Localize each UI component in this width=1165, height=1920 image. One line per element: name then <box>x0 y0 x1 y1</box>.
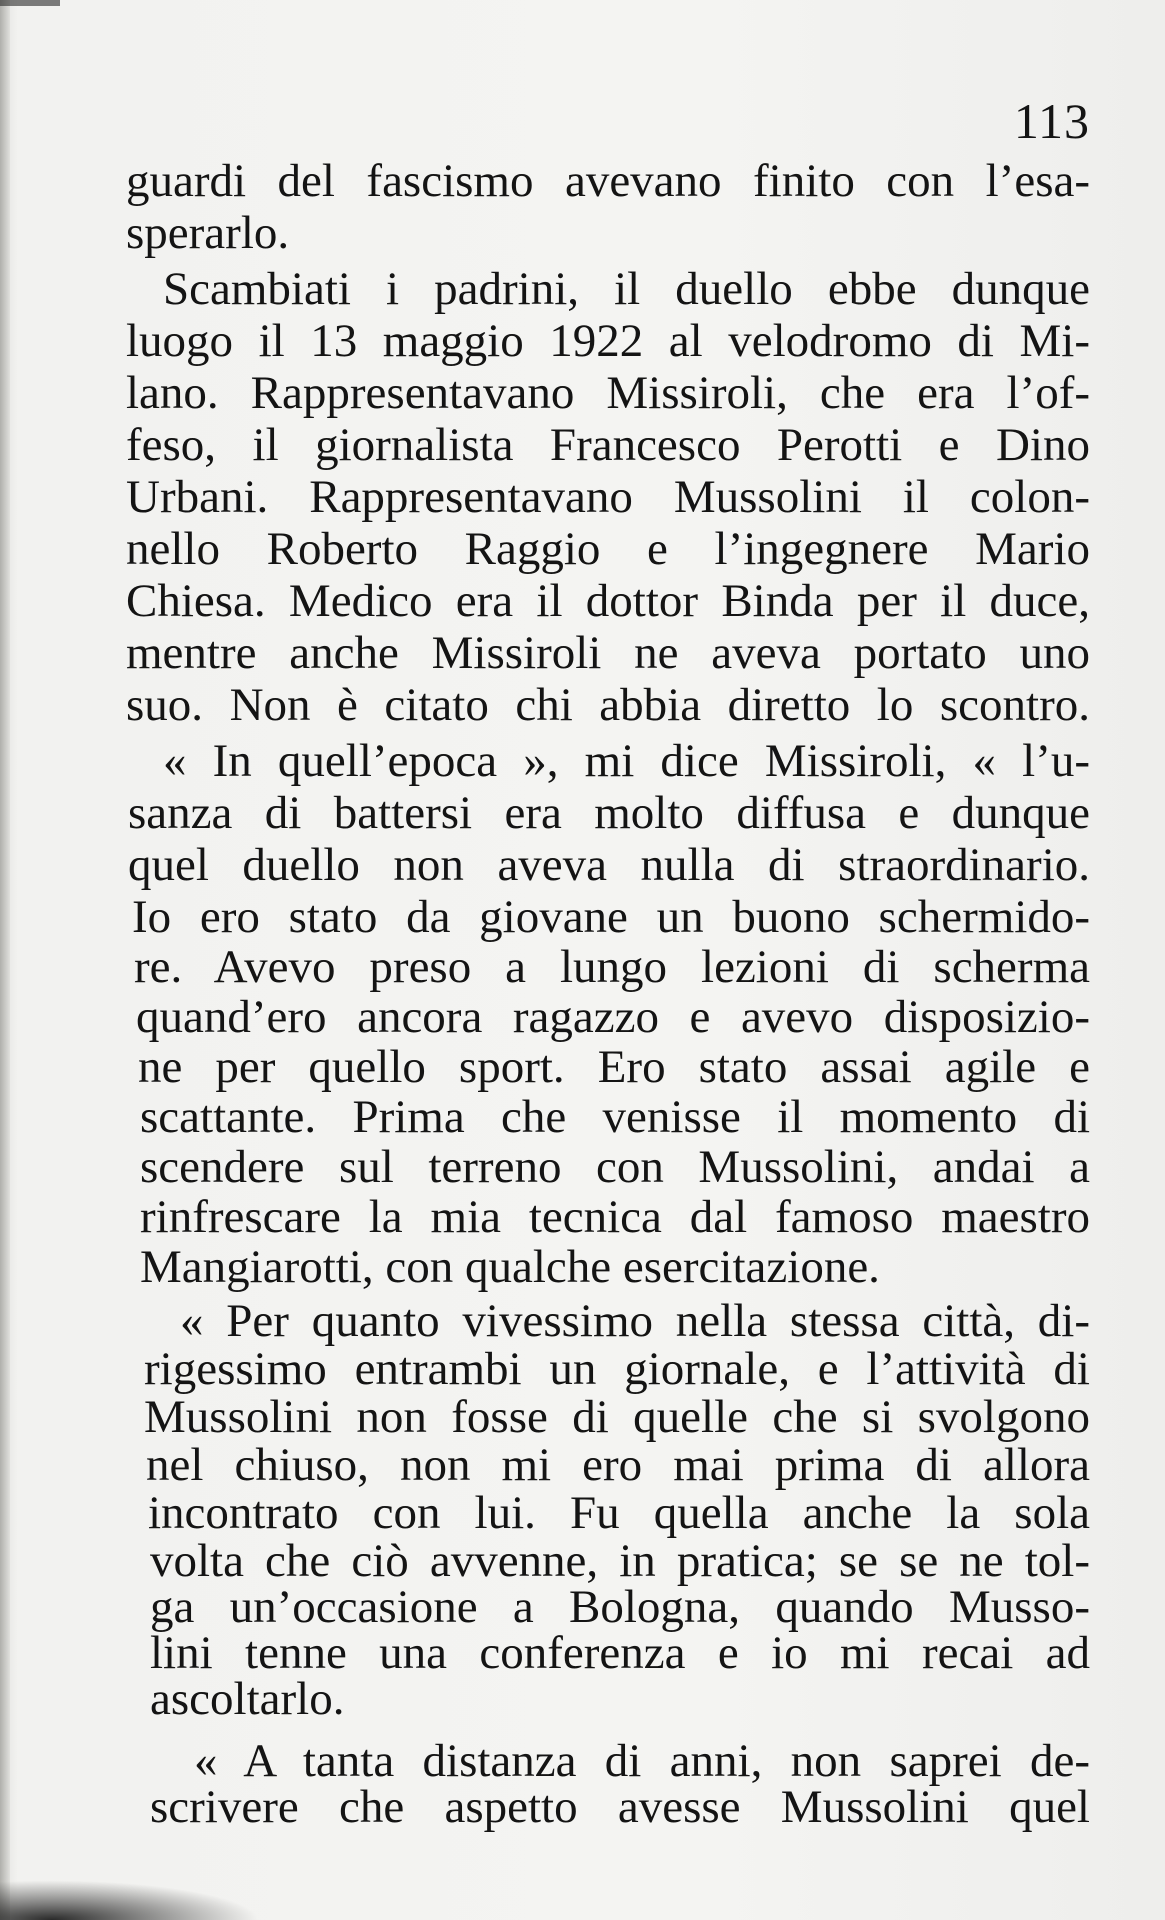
text-line: ne per quello sport. Ero stato assai agile e <box>138 1041 1090 1093</box>
text-line: luogo il 13 maggio 1922 al velodromo di Mi- <box>126 315 1090 367</box>
text-line: ascoltarlo. <box>150 1673 345 1725</box>
text-line: nel chiuso, non mi ero mai prima di allora <box>146 1439 1090 1491</box>
text-line: Chiesa. Medico era il dottor Binda per il duce, <box>126 575 1090 627</box>
text-line: mentre anche Missiroli ne aveva portato uno <box>126 627 1090 679</box>
text-line: suo. Non è citato chi abbia diretto lo scontro. <box>126 679 1090 731</box>
text-line: sperarlo. <box>126 207 290 259</box>
text-line: « In quell’epoca », mi dice Missiroli, « l’u- <box>163 735 1090 787</box>
text-line: quel duello non aveva nulla di straordinario. <box>128 839 1090 891</box>
text-line: ga un’occasione a Bologna, quando Musso- <box>150 1581 1090 1633</box>
text-line: « A tanta distanza di anni, non saprei de- <box>194 1735 1090 1787</box>
text-line: sanza di battersi era molto diffusa e dunque <box>128 787 1090 839</box>
text-line: Mangiarotti, con qualche esercitazione. <box>140 1241 880 1293</box>
text-line: rigessimo entrambi un giornale, e l’attività di <box>144 1343 1090 1395</box>
text-line: feso, il giornalista Francesco Perotti e Dino <box>126 419 1090 471</box>
text-line: guardi del fascismo avevano finito con l’esa- <box>126 155 1090 207</box>
text-line: « Per quanto vivessimo nella stessa città, di- <box>180 1295 1090 1347</box>
text-line: re. Avevo preso a lungo lezioni di scherma <box>134 941 1090 993</box>
text-line: volta che ciò avvenne, in pratica; se se ne tol- <box>150 1535 1090 1587</box>
text-line: scrivere che aspetto avesse Mussolini quel <box>150 1781 1090 1833</box>
text-line: quand’ero ancora ragazzo e avevo disposizio- <box>136 991 1090 1043</box>
text-line: Scambiati i padrini, il duello ebbe dunque <box>163 263 1090 315</box>
text-line: nello Roberto Raggio e l’ingegnere Mario <box>126 523 1090 575</box>
page-number: 113 <box>1013 93 1090 149</box>
scan-shadow <box>0 1880 260 1920</box>
page-binding-edge <box>0 0 10 1920</box>
text-line: incontrato con lui. Fu quella anche la sola <box>148 1487 1090 1539</box>
text-line: lano. Rappresentavano Missiroli, che era l’of- <box>126 367 1090 419</box>
text-line: lini tenne una conferenza e io mi recai ad <box>150 1627 1090 1679</box>
text-line: rinfrescare la mia tecnica dal famoso maestro <box>140 1191 1090 1243</box>
text-line: scendere sul terreno con Mussolini, andai a <box>140 1141 1090 1193</box>
text-line: scattante. Prima che venisse il momento di <box>140 1091 1090 1143</box>
text-line: Io ero stato da giovane un buono schermido- <box>132 891 1090 943</box>
text-line: Mussolini non fosse di quelle che si svolgono <box>144 1391 1090 1443</box>
text-line: Urbani. Rappresentavano Mussolini il colon- <box>126 471 1090 523</box>
scan-mark <box>0 0 60 6</box>
